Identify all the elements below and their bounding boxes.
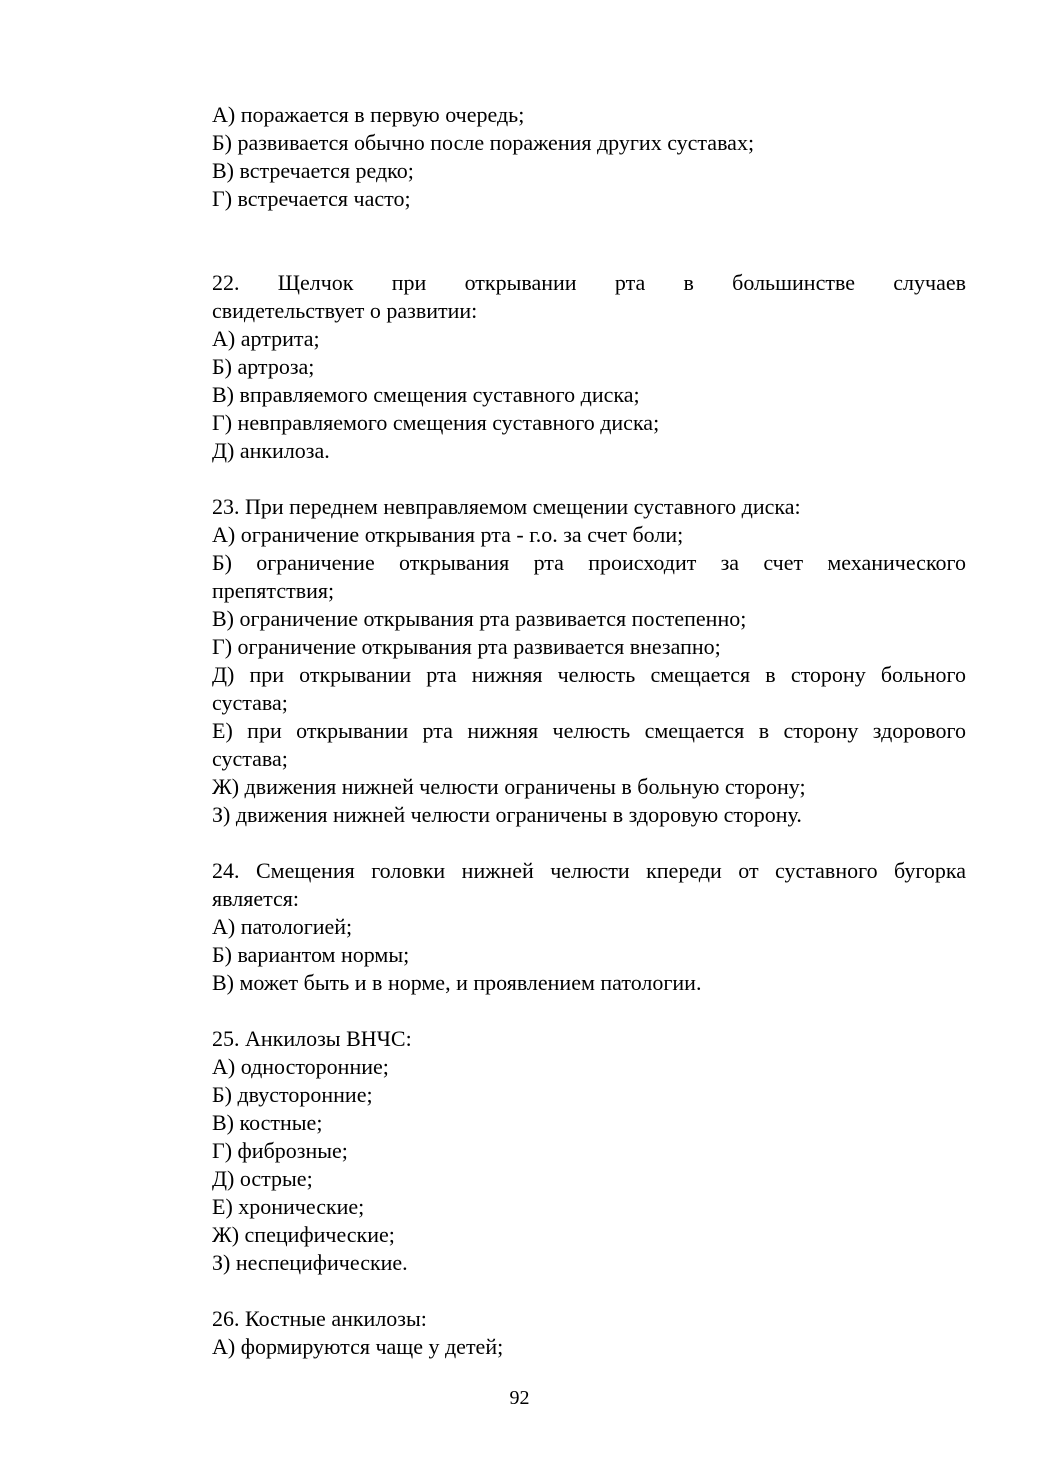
answer-option: Б) артроза; — [212, 354, 315, 379]
answer-option: В) костные; — [212, 1110, 323, 1135]
question-25 — [212, 1025, 966, 1277]
answer-option: Г) невправляемого смещения суставного диска; — [212, 410, 660, 435]
question-text: 25. Анкилозы ВНЧС: — [212, 1026, 412, 1051]
answer-option: А) артрита; — [212, 326, 320, 351]
question-26 — [212, 1305, 966, 1361]
spacer — [212, 829, 966, 857]
answer-option: Д) при открывании рта нижняя челюсть смещается в сторону больного — [212, 662, 966, 687]
question-24 — [212, 857, 966, 997]
answer-option: Б) развивается обычно после поражения других суставах; — [212, 130, 755, 155]
answer-option: Г) ограничение открывания рта развивается внезапно; — [212, 634, 721, 659]
answer-option: А) патологией; — [212, 914, 353, 939]
spacer — [212, 465, 966, 493]
answer-option: сустава; — [212, 690, 288, 715]
answer-option: А) односторонние; — [212, 1054, 389, 1079]
answer-option: сустава; — [212, 746, 288, 771]
question-text: является: — [212, 886, 299, 911]
answer-option: Д) острые; — [212, 1166, 313, 1191]
answer-option: З) движения нижней челюсти ограничены в здоровую сторону. — [212, 802, 802, 827]
spacer — [212, 1277, 966, 1305]
answer-option: Г) встречается часто; — [212, 186, 411, 211]
answer-option: А) ограничение открывания рта - г.о. за счет боли; — [212, 522, 684, 547]
question-text: 24. Смещения головки нижней челюсти кпереди от суставного бугорка — [212, 858, 966, 883]
question-22 — [212, 269, 966, 465]
question-23 — [212, 493, 966, 829]
answer-option: В) вправляемого смещения суставного диска; — [212, 382, 640, 407]
answer-option: Е) хронические; — [212, 1194, 365, 1219]
question-text: 26. Костные анкилозы: — [212, 1306, 427, 1331]
answer-option: Ж) движения нижней челюсти ограничены в больную сторону; — [212, 774, 806, 799]
answer-option: Б) двусторонние; — [212, 1082, 373, 1107]
answer-option: Ж) специфические; — [212, 1222, 395, 1247]
answer-option: В) может быть и в норме, и проявлением патологии. — [212, 970, 702, 995]
question-text: свидетельствует о развитии: — [212, 298, 478, 323]
answer-option: Б) вариантом нормы; — [212, 942, 410, 967]
answer-option: Б) ограничение открывания рта происходит за счет механического — [212, 550, 966, 575]
answer-option: А) формируются чаще у детей; — [212, 1334, 504, 1359]
answer-option: З) неспецифические. — [212, 1250, 408, 1275]
answer-option: В) встречается редко; — [212, 158, 414, 183]
spacer — [212, 213, 966, 269]
question-text: 23. При переднем невправляемом смещении суставного диска: — [212, 494, 801, 519]
answer-option: препятствия; — [212, 578, 335, 603]
answer-option: Г) фиброзные; — [212, 1138, 348, 1163]
answer-option: Д) анкилоза. — [212, 438, 330, 463]
page-content — [212, 101, 966, 1361]
question-21-options — [212, 101, 966, 213]
spacer — [212, 997, 966, 1025]
answer-option: А) поражается в первую очередь; — [212, 102, 525, 127]
answer-option: В) ограничение открывания рта развивается постепенно; — [212, 606, 747, 631]
page-number: 92 — [509, 1387, 530, 1409]
question-text: 22. Щелчок при открывании рта в большинстве случаев — [212, 270, 966, 295]
answer-option: Е) при открывании рта нижняя челюсть смещается в сторону здорового — [212, 718, 966, 743]
